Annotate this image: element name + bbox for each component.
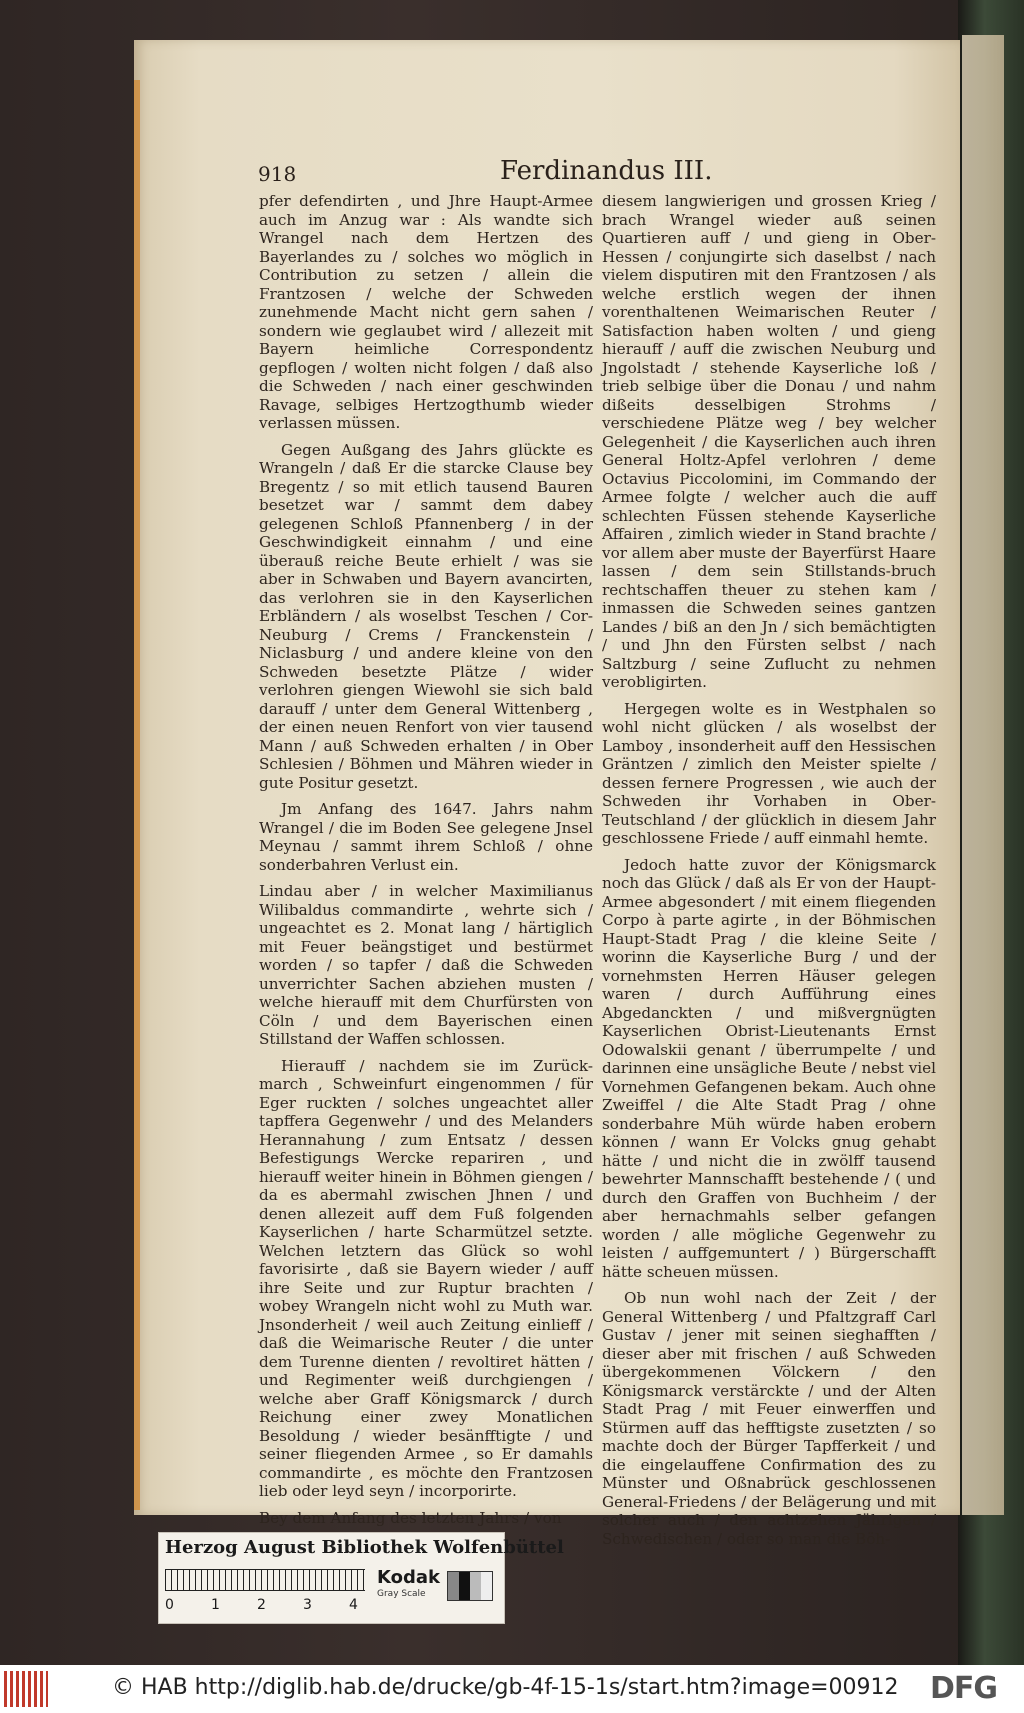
paragraph: Bey dem Anfang des letzten Jahrs / von [259, 1508, 562, 1527]
scale-number: 2 [257, 1597, 266, 1613]
paragraph: Ob nun wohl nach der Zeit / der General Wittenberg / und Pfaltzgraff Carl Gustav / jener mit seinen sieghafften / dieser aber mit frischen / auß Schweden übergekommenen Völckern / den Königsmarck verstärckte / und der Alten Stadt Prag / mit Feuer einwerffen und Stürmen auff das hefftigste zusetzten / so machte doch der Bürger Tapfferkeit / und die eingelauffene Confirmation des zu Münster und Oßnabrück geschlossenen General-Friedens / der Belägerung und mit solcher auch / den achtzehen Jährigen / Schwedischen / oder so man die Böh- [602, 1289, 936, 1548]
scale-number: 4 [349, 1597, 358, 1613]
kodak-brand: Kodak [377, 1567, 440, 1588]
paragraph: Jm Anfang des 1647. Jahrs nahm Wrangel / die im Boden See gelegene Jnsel Meynau / sammt ihrem Schloß / ohne sonderbahren Verlust ein. [259, 800, 593, 874]
scale-number: 3 [303, 1597, 312, 1613]
gray-scale-swatch [447, 1571, 493, 1601]
adjacent-page-edge [962, 35, 1004, 1515]
paragraph: Hergegen wolte es in Westphalen so wohl nicht glücken / als woselbst der Lamboy , insonderheit auff den Hessischen Gräntzen / zimlich den Meister spielte / dessen fernere Progressen , wie auch der Schweden ihr Vorhaben in Ober-Teutschland / der glücklich in diesem Jahr geschlossene Friede / auff einmahl hemte. [602, 699, 936, 847]
footer-citation: © HAB http://diglib.hab.de/drucke/gb-4f-15-1s/start.htm?image=00912 [112, 1675, 899, 1700]
gray-scale-label: Gray Scale [377, 1589, 426, 1599]
scale-number: 0 [165, 1597, 174, 1613]
paragraph: Jedoch hatte zuvor der Königsmarck noch das Glück / daß als Er von der Haupt-Armee abgesondert / mit einem fliegenden Corpo à parte agirte , in der Böhmischen Haupt-Stadt Prag / die kleine Seite / worinn die Kayserliche Burg / und der vornehmsten Herren Häuser gelegen waren / durch Aufführung eines Abgedanckten / und mißvergnügten Kayserlichen Obrist-Lieutenants Ernst Odowalskii genant / überrumpelte / und darinnen eine unsägliche Beute / nebst viel Vornehmen Gefangenen bekam. Auch ohne Zweiffel / die Alte Stadt Prag / ohne sonderbahre Müh würde haben erobern können / wann Er Volcks gnug gehabt hätte / und nicht die in zwölff tausend bewehrter Mannschafft bestehende / ( und durch den Graffen von Buchheim / der aber hernachmahls selber gefangen worden / alle mögliche Gegenwehr zu leisten / auffgemuntert / ) Bürgerschafft hätte scheuen müssen. [602, 855, 936, 1281]
page-gutter-edge [134, 80, 140, 1510]
left-column [259, 192, 593, 1535]
scale-ruler [165, 1569, 365, 1591]
paragraph: Lindau aber / in welcher Maximilianus Wilibaldus commandirte , wehrte sich / ungeachtet es 2. Monat lang / härtiglich mit Feuer beängstiget und bestürmet worden / so tapfer / daß die Schweden unverrichter Sachen abziehen musten / welche hierauff mit dem Churfürsten von Cöln / und dem Bayerischen einen Stillstand der Waffen schlossen. [259, 882, 593, 1048]
library-name: Herzog August Bibliothek Wolfenbüttel [165, 1537, 564, 1558]
paragraph: Hierauff / nachdem sie im Zurück-march , Schweinfurt eingenommen / für Eger ruckten / solches ungeachtet aller tapffera Gegenwehr / und des Melanders Herannahung / zum Entsatz / dessen Befestigungs Wercke repariren , und hierauff weiter hinein in Böhmen giengen / da es abermahl zwischen Jhnen / und denen allezeit auff dem Fuß folgenden Kayserlichen / harte Scharmützel setzte. Welchen letztern das Glück so wohl favorisirte , daß sie Bayern wieder / auff ihre Seite und zur Ruptur brachten / wobey Wrangeln nicht wohl zu Muth war. Jnsonderheit / weil auch Zeitung einlieff / daß die Weimarische Reuter / die unter dem Turenne dienten / revoltiret hätten / und Regimenter weiß durchgiengen / welche aber Graff Königsmarck / durch Reichung einer zwey Monatlichen Besoldung / wieder besänfftigte / und seiner fliegenden Armee , so Er damahls commandirte , es möchte den Frantzosen lieb oder leyd seyn / incorporirte. [259, 1056, 593, 1500]
dfg-logo: DFG [930, 1671, 998, 1706]
page-number: 918 [258, 162, 297, 186]
hab-logo-icon [4, 1671, 48, 1707]
colour-calibration-card [158, 1532, 564, 1624]
paragraph: pfer defendirten , und Jhre Haupt-Armee auch im Anzug war : Als wandte sich Wrangel nach dem Hertzen des Bayerlandes zu / solches wo möglich in Contribution zu setzen / allein die Frantzosen / welche der Schweden zunehmende Macht nicht gern sahen / sondern wie geglaubet wird / allezeit mit Bayern heimliche Correspondentz gepflogen / wolten nicht folgen / daß also die Schweden / nach einer geschwinden Ravage, selbiges Hertzogthumb wieder verlassen müssen. [259, 192, 593, 432]
page-header [258, 156, 938, 192]
paragraph: Gegen Außgang des Jahrs glückte es Wrangeln / daß Er die starcke Clause bey Bregentz / so mit etlich tausend Bauren besetzet war / sammt dem dabey gelegenen Schloß Pfannenberg / in der Geschwindigkeit einnahm / und eine überauß reiche Beute erhielt / was sie aber in Schwaben und Bayern avancirten, das verlohren sie in den Kayserlichen Erbländern / als woselbst Teschen / Cor-Neuburg / Crems / Franckenstein / Niclasburg / und andere kleine von den Schweden besetzte Plätze / wider verlohren giengen Wiewohl sie sich bald darauff / unter dem General Wittenberg , der einen neuen Renfort von vier tausend Mann / auß Schweden erhalten / in Ober Schlesien / Böhmen und Mähren wieder in gute Positur gesetzt. [259, 440, 593, 792]
scale-number: 1 [211, 1597, 220, 1613]
footer-bar [0, 1665, 1024, 1713]
paragraph: diesem langwierigen und grossen Krieg / brach Wrangel wieder auß seinen Quartieren auff / und gieng in Ober-Hessen / conjungirte sich daselbst / nach vielem disputiren mit den Frantzosen / als welche erstlich wegen der ihnen vorenthaltenen Weimarischen Reuter / Satisfaction haben wolten / und gieng hierauff / auff die zwischen Neuburg und Jngolstadt / stehende Kayserliche loß / trieb selbige über die Donau / und nahm dißeits desselbigen Strohms / verschiedene Plätze weg / bey welcher Gelegenheit / die Kayserlichen auch ihren General Holtz-Apfel verlohren / deme Octavius Piccolomini, im Commando der Armee folgte / welcher auch die auff schlechten Füssen stehende Kayserliche Affairen , zimlich wieder in Stand brachte / vor allem aber muste der Bayerfürst Haare lassen / dem sein Stillstands-bruch rechtschaffen theuer zu stehen kam / inmassen die Schweden seines gantzen Landes / biß an den Jn / sich bemächtigten / und Jhn den Fürsten selbst / nach Saltzburg / seine Zuflucht zu nehmen verobligirten. [602, 192, 936, 691]
right-column [602, 192, 936, 1556]
running-title: Ferdinandus III. [500, 156, 713, 186]
